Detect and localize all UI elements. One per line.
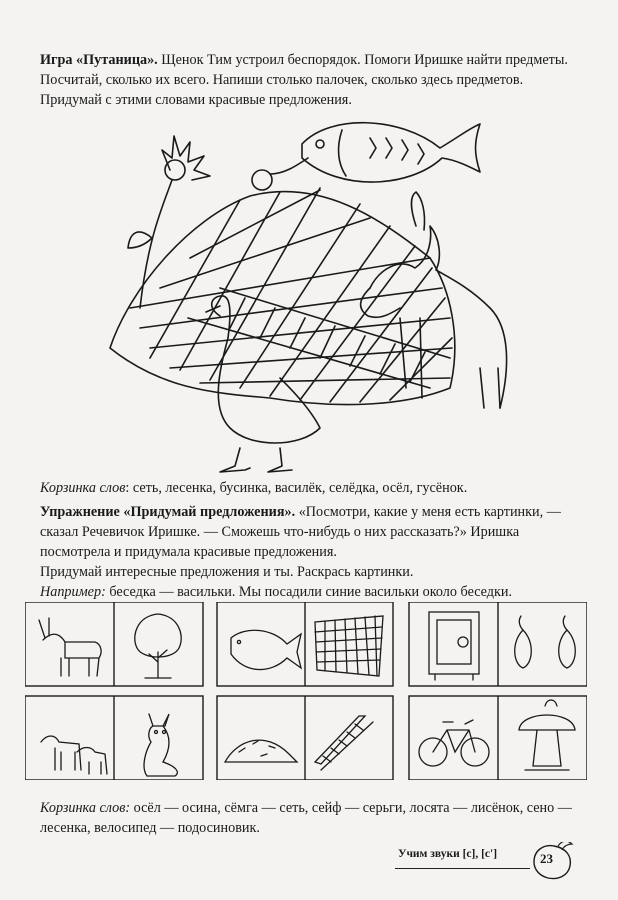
- fish-icon: [270, 123, 480, 182]
- game-title: Игра «Путаница».: [40, 52, 158, 68]
- basket1-text: : сеть, лесенка, бусинка, василёк, селёдка, осёл, гусёнок.: [125, 480, 468, 496]
- net-illustration: [110, 188, 455, 405]
- basket1-label: Корзинка слов: [40, 480, 126, 496]
- aspen-tree-icon: [135, 614, 181, 678]
- haystack-icon: [225, 740, 297, 762]
- basket2-text: осёл — осина, сёмга — сеть, сейф — серьги, лосята — лисёнок, сено — лесенка, велосипед — подосиновик.: [40, 800, 572, 836]
- basket1-paragraph: [40, 478, 588, 498]
- basket2-paragraph: [40, 798, 590, 838]
- foals-icon: [41, 736, 107, 774]
- page-number: 23: [540, 851, 553, 866]
- fox-cub-icon: [144, 714, 177, 776]
- bicycle-icon: [419, 720, 489, 766]
- footer-section: Учим звуки [с], [с']: [398, 848, 498, 860]
- example-text: беседка — васильки. Мы посадили синие васильки около беседки.: [105, 584, 513, 600]
- ladder-icon: [315, 716, 373, 770]
- exercise-title: Упражнение «Придумай предложения».: [40, 504, 296, 520]
- tangle-illustration: [70, 108, 530, 480]
- basket2-label: Корзинка слов:: [40, 800, 131, 816]
- game-paragraph: [40, 50, 588, 110]
- mushroom-icon: [519, 700, 575, 770]
- exercise-task: Придумай интересные предложения и ты. Раскрась картинки.: [40, 564, 414, 580]
- leaf-icon: [558, 842, 572, 850]
- cornflower-icon: [128, 136, 210, 308]
- pictures-grid: [25, 602, 587, 780]
- earrings-icon: [515, 616, 576, 668]
- donkey-icon: [39, 618, 101, 676]
- exercise-text: «Посмотри, какие у меня есть картинки, — сказал Речевичок Иришке. — Сможешь что-нибудь о них рассказать?» Иришка посмотрела и придумала красивые предложения.: [40, 504, 561, 560]
- exercise-paragraph: [40, 502, 588, 602]
- bead-icon: [252, 170, 272, 190]
- salmon-fish-icon: [231, 630, 301, 669]
- game-text: Щенок Тим устроил беспорядок. Помоги Иришке найти предметы. Посчитай, сколько их всего. Напиши столько палочек, сколько здесь предметов. Придумай с этими словами красивые предложения.: [40, 52, 568, 108]
- safe-icon: [429, 612, 479, 680]
- footer-divider: [395, 868, 530, 869]
- example-label: Например:: [40, 584, 106, 600]
- net-icon: [315, 616, 383, 676]
